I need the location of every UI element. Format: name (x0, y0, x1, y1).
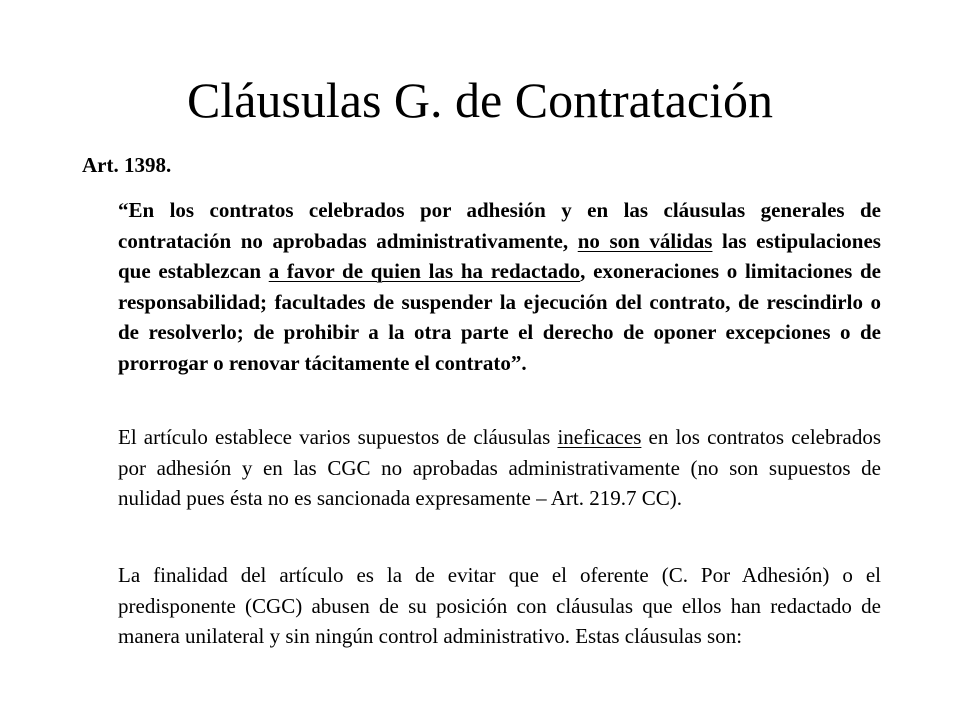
close-quote-mark: ”. (510, 350, 527, 375)
quote-text-part-3: , exoneraciones o limitaciones de responsabilidad; facultades de suspender la ejecución del contrato, de rescindirlo o de resolverlo; de prohibir a la otra parte el derecho de oponer excepciones o de prorrogar o renovar tácitamente el contrato (118, 259, 881, 375)
quote-underlined-a-favor: a favor de quien las ha redactado (268, 259, 581, 283)
explanation-part-1: El artículo establece varios supuestos de cláusulas (118, 425, 558, 449)
explanation-underlined-ineficaces: ineficaces (557, 425, 642, 449)
quote-underlined-no-son-validas: no son válidas (577, 228, 713, 253)
slide-title: Cláusulas G. de Contratación (187, 72, 773, 128)
explanation-part-2: en los contratos celebrados por adhesión y en las CGC no aprobadas administrativamente (no son supuestos de nulidad pues ésta no es sancionada expresamente – Art. 219.7 CC). (118, 425, 881, 510)
purpose-paragraph: La finalidad del artículo es la de evitar que el oferente (C. Por Adhesión) o el predisponente (CGC) abusen de su posición con cláusulas que ellos han redactado de manera unilateral y sin ningún control administrativo. Estas cláusulas son: (118, 563, 881, 648)
explanation-paragraph (118, 422, 881, 514)
quote-text-part-2: las estipulaciones que establezcan (118, 228, 881, 283)
article-quote (118, 195, 881, 378)
article-number: Art. 1398. (82, 153, 172, 177)
quote-text-part-1: En los contratos celebrados por adhesión y en las cláusulas generales de contratación no aprobadas administrativamente, (118, 198, 881, 253)
open-quote-mark: “ (118, 198, 129, 222)
